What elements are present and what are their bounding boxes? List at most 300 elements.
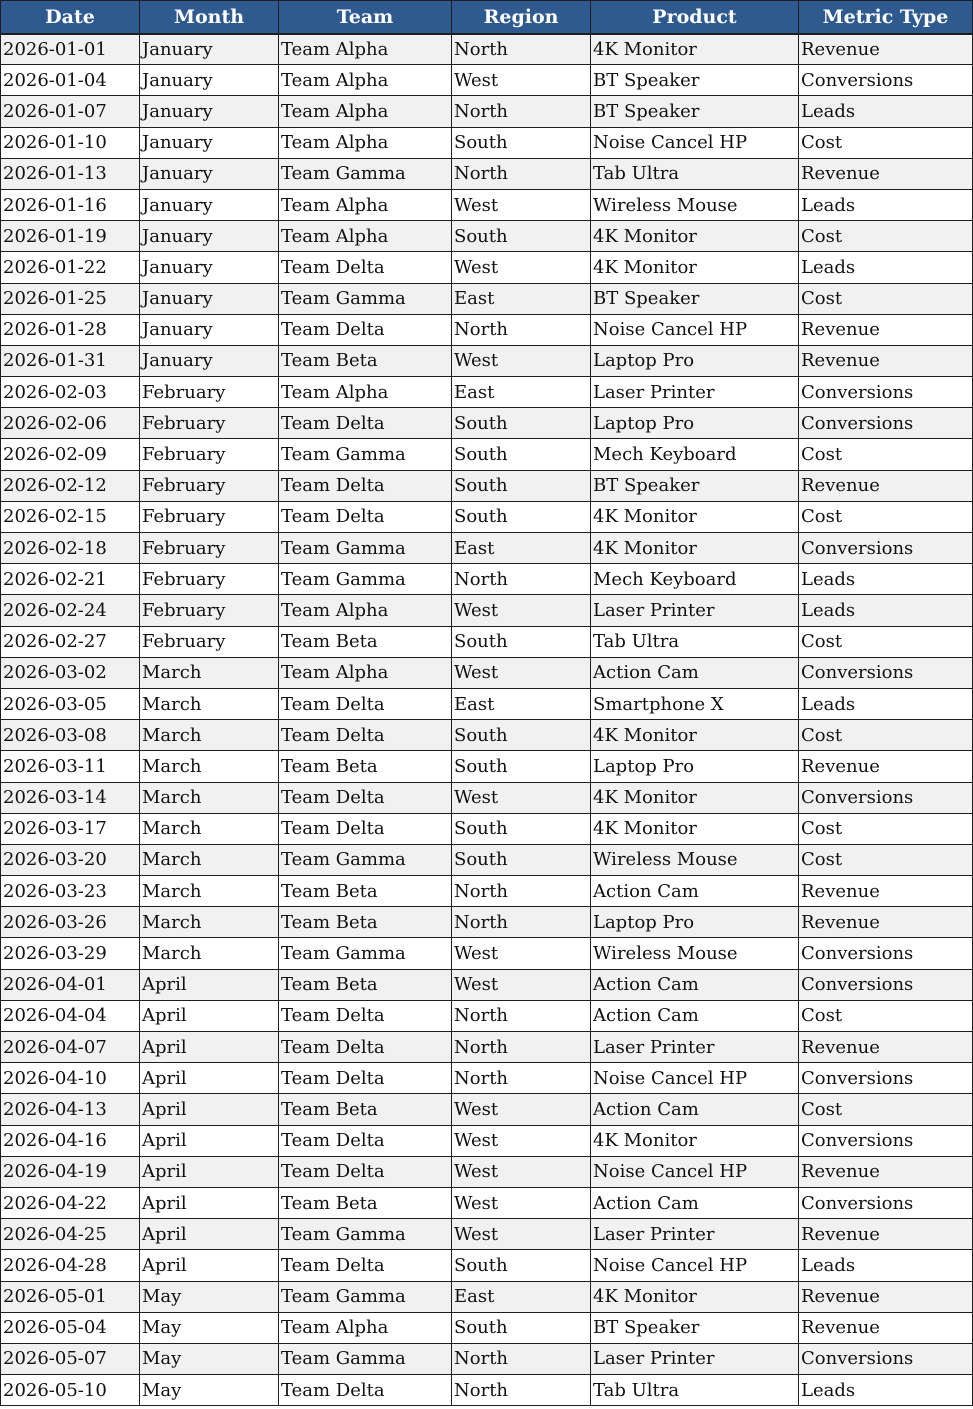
cell-product[interactable]: 4K Monitor bbox=[591, 782, 799, 813]
column-header-region[interactable]: Region bbox=[452, 1, 591, 34]
cell-date[interactable]: 2026-05-10 bbox=[1, 1375, 140, 1406]
cell-team[interactable]: Team Beta bbox=[279, 1094, 452, 1125]
cell-metric-type[interactable]: Leads bbox=[799, 688, 973, 719]
cell-product[interactable]: Mech Keyboard bbox=[591, 439, 799, 470]
cell-metric-type[interactable]: Cost bbox=[799, 221, 973, 252]
cell-product[interactable]: Laser Printer bbox=[591, 1032, 799, 1063]
cell-product[interactable]: Wireless Mouse bbox=[591, 938, 799, 969]
cell-product[interactable]: 4K Monitor bbox=[591, 720, 799, 751]
cell-region[interactable]: West bbox=[452, 252, 591, 283]
column-header-date[interactable]: Date bbox=[1, 1, 140, 34]
cell-team[interactable]: Team Delta bbox=[279, 720, 452, 751]
cell-date[interactable]: 2026-03-05 bbox=[1, 688, 140, 719]
cell-team[interactable]: Team Delta bbox=[279, 470, 452, 501]
cell-metric-type[interactable]: Conversions bbox=[799, 377, 973, 408]
cell-region[interactable]: North bbox=[452, 1032, 591, 1063]
cell-product[interactable]: Noise Cancel HP bbox=[591, 127, 799, 158]
cell-team[interactable]: Team Delta bbox=[279, 1000, 452, 1031]
cell-month[interactable]: March bbox=[140, 657, 279, 688]
cell-team[interactable]: Team Alpha bbox=[279, 1312, 452, 1343]
cell-date[interactable]: 2026-02-03 bbox=[1, 377, 140, 408]
cell-month[interactable]: April bbox=[140, 1094, 279, 1125]
cell-metric-type[interactable]: Revenue bbox=[799, 751, 973, 782]
cell-date[interactable]: 2026-02-21 bbox=[1, 564, 140, 595]
cell-date[interactable]: 2026-04-10 bbox=[1, 1063, 140, 1094]
cell-metric-type[interactable]: Revenue bbox=[799, 470, 973, 501]
cell-product[interactable]: Action Cam bbox=[591, 969, 799, 1000]
cell-team[interactable]: Team Delta bbox=[279, 252, 452, 283]
cell-region[interactable]: West bbox=[452, 1125, 591, 1156]
cell-team[interactable]: Team Gamma bbox=[279, 844, 452, 875]
cell-metric-type[interactable]: Revenue bbox=[799, 1032, 973, 1063]
cell-metric-type[interactable]: Cost bbox=[799, 283, 973, 314]
cell-metric-type[interactable]: Cost bbox=[799, 1094, 973, 1125]
cell-product[interactable]: Laptop Pro bbox=[591, 408, 799, 439]
cell-product[interactable]: Wireless Mouse bbox=[591, 189, 799, 220]
cell-region[interactable]: West bbox=[452, 969, 591, 1000]
cell-month[interactable]: March bbox=[140, 751, 279, 782]
cell-metric-type[interactable]: Leads bbox=[799, 1375, 973, 1406]
cell-metric-type[interactable]: Conversions bbox=[799, 657, 973, 688]
cell-month[interactable]: May bbox=[140, 1312, 279, 1343]
cell-metric-type[interactable]: Revenue bbox=[799, 1281, 973, 1312]
cell-team[interactable]: Team Gamma bbox=[279, 1219, 452, 1250]
cell-team[interactable]: Team Delta bbox=[279, 501, 452, 532]
cell-date[interactable]: 2026-03-26 bbox=[1, 907, 140, 938]
cell-region[interactable]: East bbox=[452, 533, 591, 564]
cell-team[interactable]: Team Beta bbox=[279, 969, 452, 1000]
cell-metric-type[interactable]: Revenue bbox=[799, 1312, 973, 1343]
table-row[interactable] bbox=[1, 314, 973, 345]
cell-product[interactable]: Noise Cancel HP bbox=[591, 314, 799, 345]
cell-team[interactable]: Team Alpha bbox=[279, 657, 452, 688]
cell-date[interactable]: 2026-04-07 bbox=[1, 1032, 140, 1063]
table-row[interactable] bbox=[1, 969, 973, 1000]
cell-team[interactable]: Team Gamma bbox=[279, 1343, 452, 1374]
table-row[interactable] bbox=[1, 1000, 973, 1031]
cell-team[interactable]: Team Beta bbox=[279, 907, 452, 938]
cell-month[interactable]: May bbox=[140, 1343, 279, 1374]
cell-metric-type[interactable]: Revenue bbox=[799, 1156, 973, 1187]
cell-month[interactable]: March bbox=[140, 813, 279, 844]
cell-product[interactable]: Wireless Mouse bbox=[591, 844, 799, 875]
cell-metric-type[interactable]: Cost bbox=[799, 813, 973, 844]
table-row[interactable] bbox=[1, 1343, 973, 1374]
cell-date[interactable]: 2026-04-13 bbox=[1, 1094, 140, 1125]
cell-region[interactable]: West bbox=[452, 782, 591, 813]
cell-team[interactable]: Team Alpha bbox=[279, 96, 452, 127]
cell-metric-type[interactable]: Leads bbox=[799, 252, 973, 283]
cell-product[interactable]: Tab Ultra bbox=[591, 1375, 799, 1406]
cell-metric-type[interactable]: Revenue bbox=[799, 345, 973, 376]
cell-month[interactable]: February bbox=[140, 470, 279, 501]
cell-metric-type[interactable]: Leads bbox=[799, 1250, 973, 1281]
cell-date[interactable]: 2026-01-28 bbox=[1, 314, 140, 345]
cell-metric-type[interactable]: Leads bbox=[799, 96, 973, 127]
cell-date[interactable]: 2026-03-29 bbox=[1, 938, 140, 969]
cell-month[interactable]: April bbox=[140, 1000, 279, 1031]
cell-month[interactable]: March bbox=[140, 938, 279, 969]
cell-region[interactable]: South bbox=[452, 470, 591, 501]
cell-date[interactable]: 2026-02-18 bbox=[1, 533, 140, 564]
cell-region[interactable]: East bbox=[452, 1281, 591, 1312]
cell-metric-type[interactable]: Conversions bbox=[799, 1125, 973, 1156]
cell-date[interactable]: 2026-05-07 bbox=[1, 1343, 140, 1374]
cell-team[interactable]: Team Alpha bbox=[279, 595, 452, 626]
table-row[interactable] bbox=[1, 1375, 973, 1406]
cell-product[interactable]: Noise Cancel HP bbox=[591, 1063, 799, 1094]
table-row[interactable] bbox=[1, 876, 973, 907]
cell-team[interactable]: Team Beta bbox=[279, 626, 452, 657]
cell-product[interactable]: Noise Cancel HP bbox=[591, 1156, 799, 1187]
cell-date[interactable]: 2026-05-04 bbox=[1, 1312, 140, 1343]
cell-region[interactable]: West bbox=[452, 345, 591, 376]
cell-month[interactable]: February bbox=[140, 595, 279, 626]
cell-date[interactable]: 2026-01-25 bbox=[1, 283, 140, 314]
cell-region[interactable]: North bbox=[452, 907, 591, 938]
cell-product[interactable]: BT Speaker bbox=[591, 470, 799, 501]
cell-month[interactable]: February bbox=[140, 626, 279, 657]
cell-metric-type[interactable]: Cost bbox=[799, 720, 973, 751]
cell-product[interactable]: Laser Printer bbox=[591, 595, 799, 626]
cell-product[interactable]: 4K Monitor bbox=[591, 501, 799, 532]
cell-month[interactable]: April bbox=[140, 1156, 279, 1187]
cell-month[interactable]: January bbox=[140, 283, 279, 314]
cell-region[interactable]: West bbox=[452, 1219, 591, 1250]
cell-team[interactable]: Team Gamma bbox=[279, 564, 452, 595]
cell-month[interactable]: April bbox=[140, 1219, 279, 1250]
cell-date[interactable]: 2026-02-09 bbox=[1, 439, 140, 470]
cell-team[interactable]: Team Alpha bbox=[279, 377, 452, 408]
cell-product[interactable]: Laser Printer bbox=[591, 1219, 799, 1250]
cell-date[interactable]: 2026-03-08 bbox=[1, 720, 140, 751]
cell-date[interactable]: 2026-02-24 bbox=[1, 595, 140, 626]
cell-region[interactable]: East bbox=[452, 283, 591, 314]
cell-metric-type[interactable]: Revenue bbox=[799, 907, 973, 938]
cell-month[interactable]: January bbox=[140, 65, 279, 96]
cell-month[interactable]: March bbox=[140, 720, 279, 751]
cell-team[interactable]: Team Delta bbox=[279, 813, 452, 844]
cell-month[interactable]: February bbox=[140, 501, 279, 532]
cell-date[interactable]: 2026-01-07 bbox=[1, 96, 140, 127]
table-row[interactable] bbox=[1, 127, 973, 158]
cell-date[interactable]: 2026-04-19 bbox=[1, 1156, 140, 1187]
cell-team[interactable]: Team Delta bbox=[279, 782, 452, 813]
cell-metric-type[interactable]: Revenue bbox=[799, 34, 973, 65]
column-header-product[interactable]: Product bbox=[591, 1, 799, 34]
cell-month[interactable]: February bbox=[140, 564, 279, 595]
cell-region[interactable]: South bbox=[452, 626, 591, 657]
cell-product[interactable]: BT Speaker bbox=[591, 283, 799, 314]
cell-team[interactable]: Team Alpha bbox=[279, 34, 452, 65]
table-row[interactable] bbox=[1, 844, 973, 875]
cell-region[interactable]: South bbox=[452, 1312, 591, 1343]
table-row[interactable] bbox=[1, 751, 973, 782]
cell-team[interactable]: Team Alpha bbox=[279, 221, 452, 252]
cell-month[interactable]: January bbox=[140, 314, 279, 345]
table-row[interactable] bbox=[1, 782, 973, 813]
cell-region[interactable]: North bbox=[452, 564, 591, 595]
cell-month[interactable]: March bbox=[140, 688, 279, 719]
cell-month[interactable]: February bbox=[140, 533, 279, 564]
cell-month[interactable]: February bbox=[140, 439, 279, 470]
cell-month[interactable]: April bbox=[140, 1187, 279, 1218]
cell-product[interactable]: Action Cam bbox=[591, 657, 799, 688]
cell-team[interactable]: Team Gamma bbox=[279, 533, 452, 564]
cell-date[interactable]: 2026-02-27 bbox=[1, 626, 140, 657]
cell-product[interactable]: Mech Keyboard bbox=[591, 564, 799, 595]
cell-region[interactable]: South bbox=[452, 408, 591, 439]
cell-metric-type[interactable]: Conversions bbox=[799, 1187, 973, 1218]
cell-team[interactable]: Team Alpha bbox=[279, 189, 452, 220]
cell-team[interactable]: Team Delta bbox=[279, 688, 452, 719]
cell-date[interactable]: 2026-03-17 bbox=[1, 813, 140, 844]
table-row[interactable] bbox=[1, 408, 973, 439]
table-row[interactable] bbox=[1, 564, 973, 595]
table-row[interactable] bbox=[1, 439, 973, 470]
cell-region[interactable]: North bbox=[452, 34, 591, 65]
cell-product[interactable]: Action Cam bbox=[591, 1094, 799, 1125]
table-row[interactable] bbox=[1, 1125, 973, 1156]
table-row[interactable] bbox=[1, 501, 973, 532]
table-row[interactable] bbox=[1, 1156, 973, 1187]
column-header-team[interactable]: Team bbox=[279, 1, 452, 34]
cell-team[interactable]: Team Delta bbox=[279, 1125, 452, 1156]
cell-team[interactable]: Team Delta bbox=[279, 1250, 452, 1281]
cell-month[interactable]: February bbox=[140, 377, 279, 408]
cell-date[interactable]: 2026-01-10 bbox=[1, 127, 140, 158]
table-row[interactable] bbox=[1, 813, 973, 844]
cell-region[interactable]: West bbox=[452, 1094, 591, 1125]
cell-region[interactable]: East bbox=[452, 377, 591, 408]
table-row[interactable] bbox=[1, 470, 973, 501]
cell-date[interactable]: 2026-03-14 bbox=[1, 782, 140, 813]
table-row[interactable] bbox=[1, 1063, 973, 1094]
cell-team[interactable]: Team Gamma bbox=[279, 938, 452, 969]
column-header-metric-type[interactable]: Metric Type bbox=[799, 1, 973, 34]
cell-month[interactable]: April bbox=[140, 969, 279, 1000]
cell-date[interactable]: 2026-03-11 bbox=[1, 751, 140, 782]
cell-month[interactable]: March bbox=[140, 782, 279, 813]
cell-product[interactable]: 4K Monitor bbox=[591, 533, 799, 564]
cell-date[interactable]: 2026-01-01 bbox=[1, 34, 140, 65]
cell-product[interactable]: BT Speaker bbox=[591, 1312, 799, 1343]
cell-region[interactable]: North bbox=[452, 876, 591, 907]
cell-metric-type[interactable]: Leads bbox=[799, 189, 973, 220]
cell-region[interactable]: North bbox=[452, 314, 591, 345]
cell-metric-type[interactable]: Revenue bbox=[799, 876, 973, 907]
cell-month[interactable]: January bbox=[140, 96, 279, 127]
table-row[interactable] bbox=[1, 938, 973, 969]
cell-team[interactable]: Team Beta bbox=[279, 1187, 452, 1218]
cell-region[interactable]: North bbox=[452, 1063, 591, 1094]
cell-date[interactable]: 2026-04-25 bbox=[1, 1219, 140, 1250]
table-row[interactable] bbox=[1, 345, 973, 376]
cell-metric-type[interactable]: Leads bbox=[799, 564, 973, 595]
cell-date[interactable]: 2026-04-04 bbox=[1, 1000, 140, 1031]
table-row[interactable] bbox=[1, 1032, 973, 1063]
cell-metric-type[interactable]: Conversions bbox=[799, 408, 973, 439]
cell-region[interactable]: West bbox=[452, 938, 591, 969]
cell-month[interactable]: January bbox=[140, 345, 279, 376]
cell-product[interactable]: Noise Cancel HP bbox=[591, 1250, 799, 1281]
cell-month[interactable]: March bbox=[140, 907, 279, 938]
cell-product[interactable]: BT Speaker bbox=[591, 96, 799, 127]
cell-date[interactable]: 2026-02-15 bbox=[1, 501, 140, 532]
cell-product[interactable]: 4K Monitor bbox=[591, 34, 799, 65]
cell-region[interactable]: West bbox=[452, 595, 591, 626]
cell-product[interactable]: Smartphone X bbox=[591, 688, 799, 719]
cell-region[interactable]: South bbox=[452, 501, 591, 532]
cell-product[interactable]: 4K Monitor bbox=[591, 1125, 799, 1156]
cell-region[interactable]: North bbox=[452, 158, 591, 189]
cell-region[interactable]: West bbox=[452, 65, 591, 96]
cell-product[interactable]: Tab Ultra bbox=[591, 626, 799, 657]
cell-month[interactable]: April bbox=[140, 1063, 279, 1094]
cell-month[interactable]: January bbox=[140, 127, 279, 158]
cell-product[interactable]: Laptop Pro bbox=[591, 751, 799, 782]
cell-team[interactable]: Team Delta bbox=[279, 1156, 452, 1187]
table-row[interactable] bbox=[1, 1094, 973, 1125]
cell-metric-type[interactable]: Cost bbox=[799, 127, 973, 158]
cell-metric-type[interactable]: Cost bbox=[799, 1000, 973, 1031]
cell-metric-type[interactable]: Conversions bbox=[799, 938, 973, 969]
cell-month[interactable]: February bbox=[140, 408, 279, 439]
cell-product[interactable]: 4K Monitor bbox=[591, 252, 799, 283]
cell-metric-type[interactable]: Revenue bbox=[799, 1219, 973, 1250]
cell-product[interactable]: 4K Monitor bbox=[591, 1281, 799, 1312]
cell-region[interactable]: North bbox=[452, 1000, 591, 1031]
cell-metric-type[interactable]: Leads bbox=[799, 595, 973, 626]
cell-product[interactable]: Laser Printer bbox=[591, 1343, 799, 1374]
cell-date[interactable]: 2026-01-04 bbox=[1, 65, 140, 96]
cell-team[interactable]: Team Delta bbox=[279, 314, 452, 345]
cell-product[interactable]: Laptop Pro bbox=[591, 907, 799, 938]
cell-region[interactable]: South bbox=[452, 439, 591, 470]
cell-product[interactable]: 4K Monitor bbox=[591, 813, 799, 844]
cell-region[interactable]: South bbox=[452, 844, 591, 875]
cell-region[interactable]: West bbox=[452, 657, 591, 688]
table-row[interactable] bbox=[1, 907, 973, 938]
cell-date[interactable]: 2026-04-01 bbox=[1, 969, 140, 1000]
cell-region[interactable]: South bbox=[452, 813, 591, 844]
cell-metric-type[interactable]: Cost bbox=[799, 501, 973, 532]
cell-metric-type[interactable]: Cost bbox=[799, 439, 973, 470]
cell-product[interactable]: Action Cam bbox=[591, 876, 799, 907]
cell-metric-type[interactable]: Conversions bbox=[799, 1343, 973, 1374]
cell-team[interactable]: Team Gamma bbox=[279, 283, 452, 314]
table-row[interactable] bbox=[1, 1250, 973, 1281]
cell-date[interactable]: 2026-04-22 bbox=[1, 1187, 140, 1218]
cell-month[interactable]: April bbox=[140, 1250, 279, 1281]
cell-team[interactable]: Team Delta bbox=[279, 1063, 452, 1094]
cell-month[interactable]: April bbox=[140, 1032, 279, 1063]
table-row[interactable] bbox=[1, 657, 973, 688]
table-row[interactable] bbox=[1, 158, 973, 189]
cell-team[interactable]: Team Delta bbox=[279, 1375, 452, 1406]
cell-team[interactable]: Team Beta bbox=[279, 751, 452, 782]
cell-region[interactable]: North bbox=[452, 96, 591, 127]
cell-product[interactable]: BT Speaker bbox=[591, 65, 799, 96]
cell-metric-type[interactable]: Conversions bbox=[799, 533, 973, 564]
cell-date[interactable]: 2026-03-23 bbox=[1, 876, 140, 907]
table-row[interactable] bbox=[1, 533, 973, 564]
table-row[interactable] bbox=[1, 34, 973, 65]
cell-region[interactable]: South bbox=[452, 1250, 591, 1281]
cell-metric-type[interactable]: Conversions bbox=[799, 969, 973, 1000]
table-row[interactable] bbox=[1, 1219, 973, 1250]
cell-region[interactable]: South bbox=[452, 221, 591, 252]
table-row[interactable] bbox=[1, 1312, 973, 1343]
cell-date[interactable]: 2026-01-31 bbox=[1, 345, 140, 376]
cell-product[interactable]: Laptop Pro bbox=[591, 345, 799, 376]
table-row[interactable] bbox=[1, 1281, 973, 1312]
cell-metric-type[interactable]: Conversions bbox=[799, 1063, 973, 1094]
cell-product[interactable]: 4K Monitor bbox=[591, 221, 799, 252]
table-row[interactable] bbox=[1, 626, 973, 657]
cell-team[interactable]: Team Alpha bbox=[279, 127, 452, 158]
cell-team[interactable]: Team Beta bbox=[279, 345, 452, 376]
cell-team[interactable]: Team Gamma bbox=[279, 158, 452, 189]
cell-date[interactable]: 2026-03-02 bbox=[1, 657, 140, 688]
cell-month[interactable]: January bbox=[140, 158, 279, 189]
cell-month[interactable]: January bbox=[140, 189, 279, 220]
cell-metric-type[interactable]: Revenue bbox=[799, 314, 973, 345]
cell-date[interactable]: 2026-03-20 bbox=[1, 844, 140, 875]
cell-region[interactable]: West bbox=[452, 1156, 591, 1187]
cell-product[interactable]: Action Cam bbox=[591, 1000, 799, 1031]
cell-product[interactable]: Action Cam bbox=[591, 1187, 799, 1218]
cell-date[interactable]: 2026-01-22 bbox=[1, 252, 140, 283]
table-row[interactable] bbox=[1, 252, 973, 283]
cell-region[interactable]: West bbox=[452, 189, 591, 220]
cell-month[interactable]: March bbox=[140, 876, 279, 907]
cell-team[interactable]: Team Gamma bbox=[279, 439, 452, 470]
cell-month[interactable]: January bbox=[140, 252, 279, 283]
table-row[interactable] bbox=[1, 221, 973, 252]
table-row[interactable] bbox=[1, 283, 973, 314]
cell-date[interactable]: 2026-04-28 bbox=[1, 1250, 140, 1281]
table-row[interactable] bbox=[1, 688, 973, 719]
cell-date[interactable]: 2026-05-01 bbox=[1, 1281, 140, 1312]
cell-month[interactable]: January bbox=[140, 34, 279, 65]
cell-month[interactable]: May bbox=[140, 1375, 279, 1406]
cell-date[interactable]: 2026-04-16 bbox=[1, 1125, 140, 1156]
cell-metric-type[interactable]: Revenue bbox=[799, 158, 973, 189]
cell-metric-type[interactable]: Conversions bbox=[799, 782, 973, 813]
cell-region[interactable]: South bbox=[452, 720, 591, 751]
cell-month[interactable]: April bbox=[140, 1125, 279, 1156]
table-row[interactable] bbox=[1, 96, 973, 127]
table-row[interactable] bbox=[1, 1187, 973, 1218]
cell-product[interactable]: Tab Ultra bbox=[591, 158, 799, 189]
cell-month[interactable]: March bbox=[140, 844, 279, 875]
cell-region[interactable]: North bbox=[452, 1375, 591, 1406]
cell-month[interactable]: May bbox=[140, 1281, 279, 1312]
table-row[interactable] bbox=[1, 65, 973, 96]
cell-month[interactable]: January bbox=[140, 221, 279, 252]
cell-date[interactable]: 2026-02-06 bbox=[1, 408, 140, 439]
cell-metric-type[interactable]: Cost bbox=[799, 844, 973, 875]
cell-date[interactable]: 2026-01-16 bbox=[1, 189, 140, 220]
cell-product[interactable]: Laser Printer bbox=[591, 377, 799, 408]
cell-team[interactable]: Team Delta bbox=[279, 1032, 452, 1063]
table-row[interactable] bbox=[1, 189, 973, 220]
cell-date[interactable]: 2026-02-12 bbox=[1, 470, 140, 501]
table-row[interactable] bbox=[1, 595, 973, 626]
cell-date[interactable]: 2026-01-13 bbox=[1, 158, 140, 189]
cell-metric-type[interactable]: Conversions bbox=[799, 65, 973, 96]
